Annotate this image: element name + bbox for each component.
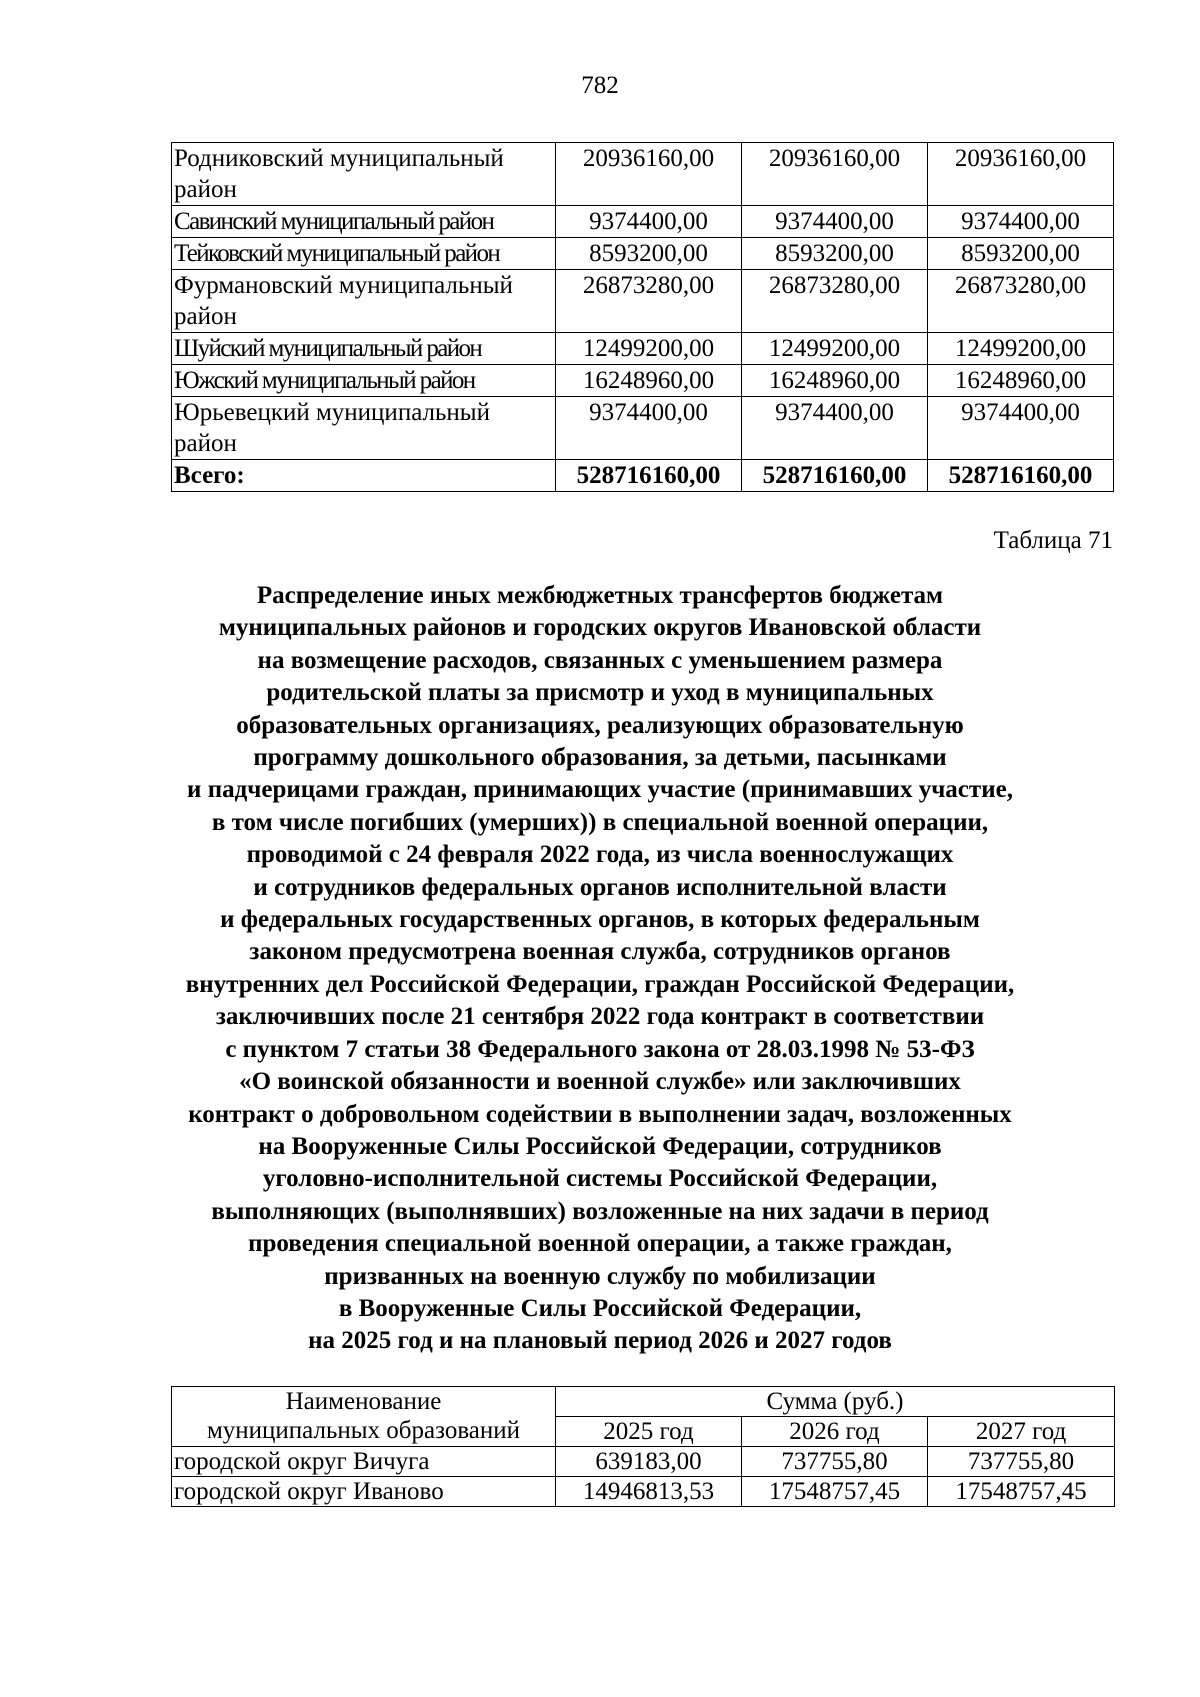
- row-name: Юрьевецкий муниципальный район: [172, 397, 556, 460]
- page-number: 782: [581, 72, 619, 99]
- value-2025: 8593200,00: [556, 238, 742, 270]
- title-line: заключивших после 21 сентября 2022 года контракт в соответствии: [215, 1003, 985, 1031]
- value-2027: 16248960,00: [928, 365, 1114, 397]
- table-row: [172, 1477, 1115, 1507]
- value-2027: 8593200,00: [928, 238, 1114, 270]
- value-2027: 17548757,45: [928, 1477, 1115, 1507]
- table-row: [172, 238, 1114, 270]
- table-caption: Таблица 71: [993, 527, 1113, 554]
- title-line: и сотрудников федеральных органов исполнительной власти: [253, 873, 947, 901]
- table-row: [172, 206, 1114, 238]
- title-line: проведения специальной военной операции, а также граждан,: [248, 1230, 952, 1258]
- title-line: Распределение иных межбюджетных трансфертов бюджетам: [256, 582, 944, 609]
- table-row: [172, 365, 1114, 397]
- title-line: в Вооруженные Силы Российской Федерации,: [338, 1294, 862, 1322]
- header-name-line: Наименование: [285, 1388, 442, 1415]
- title-line: программу дошкольного образования, за детьми, пасынками: [253, 744, 947, 772]
- value-2026: 12499200,00: [742, 333, 928, 365]
- value-2025: 12499200,00: [556, 333, 742, 365]
- value-2027: 737755,80: [928, 1447, 1115, 1477]
- row-name: Тейковский муниципальный район: [172, 238, 556, 270]
- table-row: [172, 143, 1114, 206]
- total-2025: 528716160,00: [556, 460, 742, 492]
- header-year-2027: 2027 год: [928, 1417, 1115, 1447]
- total-row: [172, 460, 1114, 492]
- row-name: Южский муниципальный район: [172, 365, 556, 397]
- title-line: на возмещение расходов, связанных с уменьшением размера: [257, 646, 943, 674]
- value-2025: 26873280,00: [556, 270, 742, 333]
- row-name: Савинский муниципальный район: [172, 206, 556, 238]
- value-2026: 16248960,00: [742, 365, 928, 397]
- title-line: «О воинской обязанности и военной службе» или заключивших: [239, 1068, 961, 1096]
- header-row: [172, 1387, 1115, 1417]
- header-municipality: [172, 1387, 556, 1447]
- table-row: [172, 397, 1114, 460]
- value-2026: 17548757,45: [742, 1477, 928, 1507]
- value-2025: 20936160,00: [556, 143, 742, 206]
- header-name-line: муниципальных образований: [206, 1417, 521, 1444]
- table-row: [172, 270, 1114, 333]
- header-year-2025: 2025 год: [556, 1417, 742, 1447]
- title-line: контракт о добровольном содействии в выполнении задач, возложенных: [188, 1100, 1012, 1128]
- table-row: [172, 1447, 1115, 1477]
- value-2027: 9374400,00: [928, 397, 1114, 460]
- header-sum: Сумма (руб.): [556, 1387, 1115, 1417]
- title-line: уголовно-исполнительной системы Российской Федерации,: [262, 1165, 938, 1193]
- title-line: проводимой с 24 февраля 2022 года, из числа военнослужащих: [246, 841, 954, 869]
- title-line: на 2025 год и на плановый период 2026 и 2027 годов: [308, 1327, 892, 1355]
- title-line: внутренних дел Российской Федерации, граждан Российской Федерации,: [185, 970, 1015, 998]
- value-2025: 9374400,00: [556, 206, 742, 238]
- title-line: и федеральных государственных органов, в которых федеральным: [220, 906, 980, 934]
- value-2026: 9374400,00: [742, 397, 928, 460]
- row-name: городской округ Вичуга: [172, 1447, 556, 1477]
- table-title: [100, 580, 1100, 1358]
- value-2026: 26873280,00: [742, 270, 928, 333]
- header-year-2026: 2026 год: [742, 1417, 928, 1447]
- value-2027: 12499200,00: [928, 333, 1114, 365]
- title-line: на Вооруженные Силы Российской Федерации, сотрудников: [258, 1132, 942, 1160]
- value-2026: 20936160,00: [742, 143, 928, 206]
- title-line: призванных на военную службу по мобилизации: [324, 1262, 876, 1290]
- total-2026: 528716160,00: [742, 460, 928, 492]
- row-name: Фурмановский муниципальный район: [172, 270, 556, 333]
- title-line: и падчерицами граждан, принимающих участие (принимавших участие,: [187, 776, 1013, 804]
- table-row: [172, 333, 1114, 365]
- title-line: образовательных организациях, реализующих образовательную: [236, 711, 964, 739]
- total-label: Всего:: [172, 460, 556, 492]
- total-2027: 528716160,00: [928, 460, 1114, 492]
- allocation-table-continued: [171, 142, 1114, 492]
- value-2026: 737755,80: [742, 1447, 928, 1477]
- title-line: в том числе погибших (умерших)) в специальной военной операции,: [211, 808, 989, 836]
- value-2025: 14946813,53: [556, 1477, 742, 1507]
- row-name: городской округ Иваново: [172, 1477, 556, 1507]
- row-name: Родниковский муниципальный район: [172, 143, 556, 206]
- title-line: с пунктом 7 статьи 38 Федерального закона от 28.03.1998 № 53-ФЗ: [225, 1035, 975, 1063]
- title-line: законом предусмотрена военная служба, сотрудников органов: [249, 938, 951, 966]
- value-2026: 8593200,00: [742, 238, 928, 270]
- allocation-table-71: [171, 1386, 1115, 1507]
- value-2025: 9374400,00: [556, 397, 742, 460]
- value-2027: 9374400,00: [928, 206, 1114, 238]
- title-line: родительской платы за присмотр и уход в муниципальных: [266, 679, 934, 707]
- value-2025: 639183,00: [556, 1447, 742, 1477]
- row-name: Шуйский муниципальный район: [172, 333, 556, 365]
- value-2026: 9374400,00: [742, 206, 928, 238]
- value-2025: 16248960,00: [556, 365, 742, 397]
- value-2027: 26873280,00: [928, 270, 1114, 333]
- value-2027: 20936160,00: [928, 143, 1114, 206]
- title-line: выполняющих (выполнявших) возложенные на них задачи в период: [211, 1197, 989, 1225]
- title-line: муниципальных районов и городских округов Ивановской области: [218, 614, 982, 642]
